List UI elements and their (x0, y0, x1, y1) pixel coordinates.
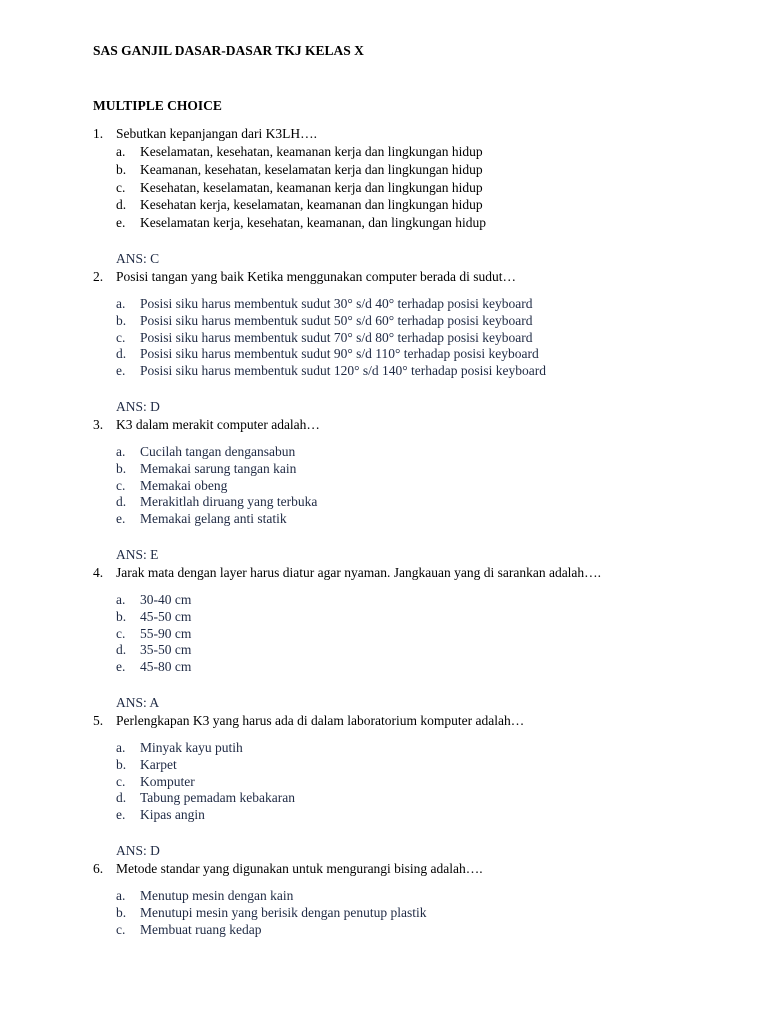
option-text: Memakai sarung tangan kain (140, 460, 297, 476)
option-text: 30-40 cm (140, 591, 192, 607)
question-number: 5. (93, 712, 104, 728)
option-text: 45-50 cm (140, 608, 192, 624)
answer-text: ANS: D (116, 842, 160, 858)
option-item (93, 444, 733, 461)
question-row (93, 125, 733, 143)
answer-key (93, 546, 733, 564)
answer-key (93, 694, 733, 712)
option-letter: d. (116, 790, 127, 806)
option-item (93, 922, 733, 939)
option-text: Menutup mesin dengan kain (140, 887, 294, 903)
option-text: Keselamatan, kesehatan, keamanan kerja dan lingkungan hidup (140, 144, 483, 159)
option-item (93, 313, 733, 330)
question-text: Jarak mata dengan layer harus diatur agar nyaman. Jangkauan yang di sarankan adalah…. (116, 564, 602, 580)
option-letter: c. (116, 625, 126, 641)
question-item (93, 268, 733, 416)
option-item (93, 363, 733, 380)
option-letter: e. (116, 215, 126, 231)
question-text: Sebutkan kepanjangan dari K3LH…. (116, 126, 317, 141)
option-item (93, 296, 733, 313)
option-text: Menutupi mesin yang berisik dengan penutup plastik (140, 904, 427, 920)
option-item (93, 659, 733, 676)
option-text: Komputer (140, 773, 195, 789)
option-letter: a. (116, 295, 126, 311)
option-text: Tabung pemadam kebakaran (140, 790, 295, 806)
question-number: 2. (93, 268, 104, 284)
question-row (93, 860, 733, 878)
question-text: Posisi tangan yang baik Ketika menggunakan computer berada di sudut… (116, 268, 517, 284)
option-letter: b. (116, 460, 127, 476)
option-item (93, 790, 733, 807)
option-letter: c. (116, 329, 126, 345)
answer-key (93, 250, 733, 268)
option-text: Karpet (140, 756, 177, 772)
option-item (93, 346, 733, 363)
option-item (93, 478, 733, 495)
question-number: 6. (93, 860, 104, 876)
option-letter: a. (116, 144, 126, 159)
option-letter: b. (116, 161, 127, 177)
question-row (93, 712, 733, 730)
option-list (93, 592, 733, 676)
option-letter: d. (116, 197, 127, 213)
option-text: Kipas angin (140, 807, 205, 823)
option-item (93, 143, 733, 161)
option-item (93, 179, 733, 197)
option-text: Merakitlah diruang yang terbuka (140, 494, 318, 510)
option-letter: e. (116, 659, 126, 675)
option-item (93, 626, 733, 643)
option-item (93, 196, 733, 214)
option-text: 35-50 cm (140, 642, 192, 658)
option-text: Kesehatan kerja, keselamatan, keamanan dan lingkungan hidup (140, 197, 483, 213)
option-list (93, 444, 733, 528)
question-item (93, 860, 733, 938)
option-text: 55-90 cm (140, 625, 192, 641)
option-item (93, 609, 733, 626)
option-letter: b. (116, 608, 127, 624)
option-list (93, 888, 733, 938)
option-letter: c. (116, 477, 126, 493)
option-letter: e. (116, 807, 126, 823)
option-item (93, 511, 733, 528)
option-text: Posisi siku harus membentuk sudut 90° s/d 110° terhadap posisi keyboard (140, 346, 539, 362)
option-text: Cucilah tangan dengansabun (140, 443, 296, 459)
option-item (93, 774, 733, 791)
question-row (93, 564, 733, 582)
question-row (93, 268, 733, 286)
option-text: Posisi siku harus membentuk sudut 30° s/d 40° terhadap posisi keyboard (140, 295, 533, 311)
option-text: Posisi siku harus membentuk sudut 120° s/d 140° terhadap posisi keyboard (140, 363, 547, 379)
option-letter: d. (116, 642, 127, 658)
option-letter: d. (116, 346, 127, 362)
question-item (93, 712, 733, 860)
option-letter: a. (116, 887, 126, 903)
option-text: 45-80 cm (140, 659, 192, 675)
option-letter: e. (116, 511, 126, 527)
option-text: Keselamatan kerja, kesehatan, keamanan, dan lingkungan hidup (140, 215, 486, 231)
option-item (93, 214, 733, 232)
option-letter: c. (116, 179, 126, 195)
option-text: Keamanan, kesehatan, keselamatan kerja dan lingkungan hidup (140, 161, 483, 177)
option-letter: a. (116, 591, 126, 607)
answer-text: ANS: D (116, 398, 160, 414)
option-item (93, 888, 733, 905)
option-text: Membuat ruang kedap (140, 921, 262, 937)
option-item (93, 905, 733, 922)
question-text: Metode standar yang digunakan untuk mengurangi bising adalah…. (116, 860, 483, 876)
option-letter: c. (116, 921, 126, 937)
answer-text: ANS: E (116, 546, 159, 562)
option-list (93, 740, 733, 824)
option-text: Memakai gelang anti statik (140, 511, 287, 527)
option-text: Posisi siku harus membentuk sudut 50° s/d 60° terhadap posisi keyboard (140, 312, 533, 328)
option-letter: c. (116, 773, 126, 789)
option-letter: b. (116, 756, 127, 772)
option-item (93, 592, 733, 609)
option-item (93, 330, 733, 347)
option-list (93, 143, 733, 232)
option-letter: a. (116, 739, 126, 755)
option-item (93, 461, 733, 478)
option-letter: e. (116, 363, 126, 379)
question-row (93, 416, 733, 434)
answer-text: ANS: C (116, 250, 160, 266)
option-letter: d. (116, 494, 127, 510)
question-number: 4. (93, 564, 104, 580)
question-text: K3 dalam merakit computer adalah… (116, 416, 320, 432)
answer-key (93, 398, 733, 416)
question-item (93, 416, 733, 564)
option-list (93, 296, 733, 380)
question-number: 3. (93, 416, 104, 432)
question-text: Perlengkapan K3 yang harus ada di dalam laboratorium komputer adalah… (116, 712, 525, 728)
option-letter: b. (116, 904, 127, 920)
question-list (93, 125, 733, 938)
option-item (93, 494, 733, 511)
question-item (93, 564, 733, 712)
option-item (93, 757, 733, 774)
answer-text: ANS: A (116, 694, 160, 710)
option-item (93, 161, 733, 179)
option-text: Minyak kayu putih (140, 739, 243, 755)
option-text: Memakai obeng (140, 477, 228, 493)
option-letter: b. (116, 312, 127, 328)
option-item (93, 642, 733, 659)
document-title: SAS GANJIL DASAR-DASAR TKJ KELAS X (93, 43, 364, 58)
option-item (93, 807, 733, 824)
option-text: Kesehatan, keselamatan, keamanan kerja dan lingkungan hidup (140, 179, 483, 195)
answer-key (93, 842, 733, 860)
option-text: Posisi siku harus membentuk sudut 70° s/d 80° terhadap posisi keyboard (140, 329, 533, 345)
question-number: 1. (93, 126, 104, 141)
question-item (93, 125, 733, 268)
section-heading: MULTIPLE CHOICE (93, 98, 222, 113)
option-letter: a. (116, 443, 126, 459)
option-item (93, 740, 733, 757)
